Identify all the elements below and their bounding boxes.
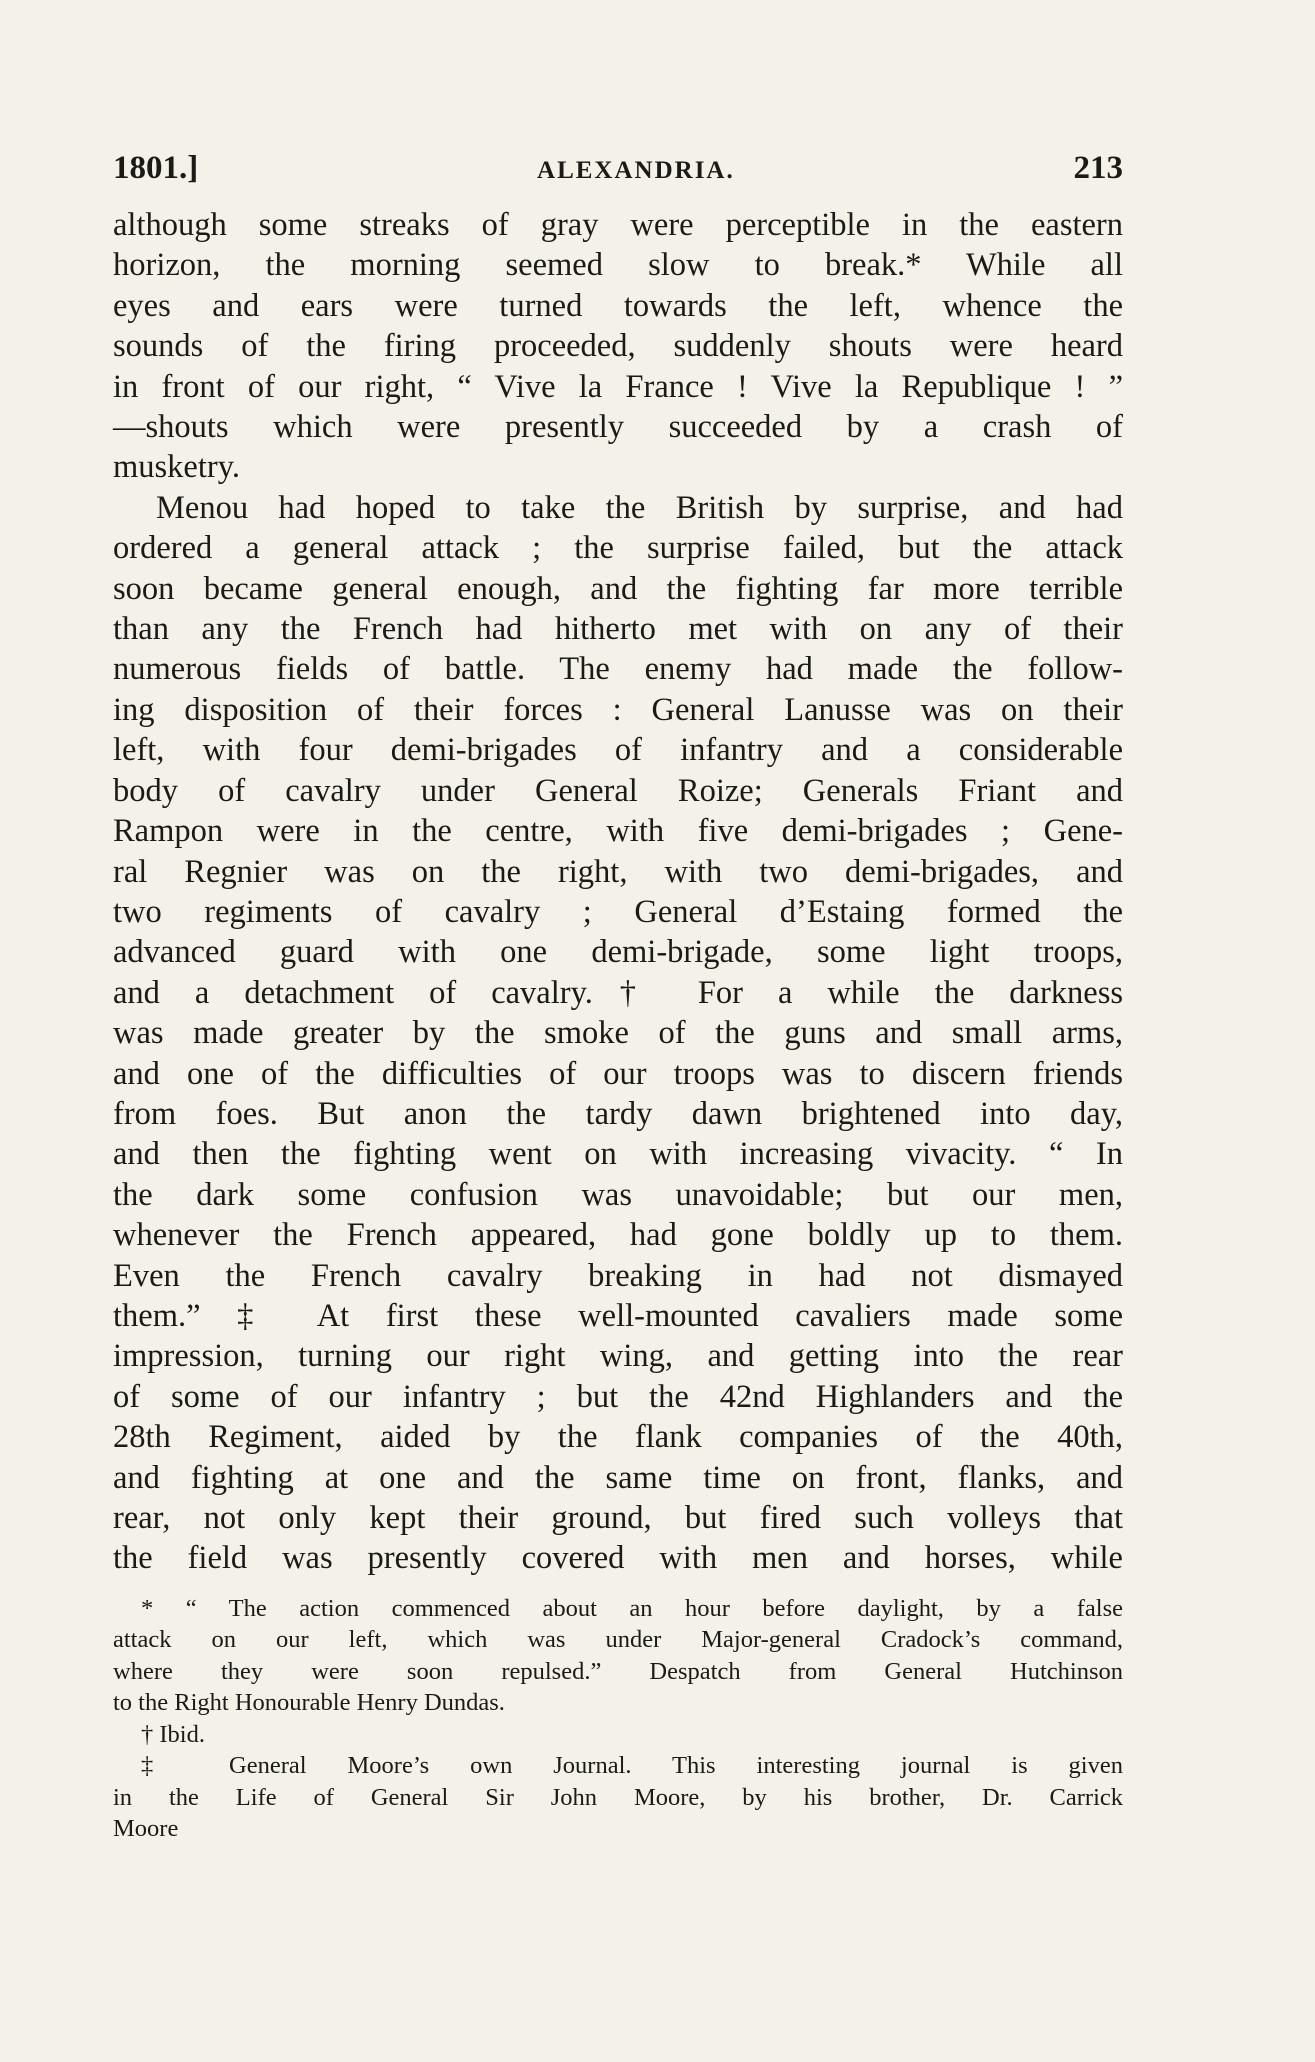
text-line: musketry.: [113, 449, 240, 486]
text-line: Even the French cavalry breaking in had not dismayed: [113, 1257, 1123, 1294]
text-line: rear, not only kept their ground, but fired such volleys that: [113, 1500, 1123, 1536]
text-line: —shouts which were presently succeeded by a crash of: [113, 409, 1123, 446]
text-line: advanced guard with one demi-brigade, some light troops,: [113, 934, 1123, 971]
text-line: and then the fighting went on with increasing vivacity. “ In: [113, 1136, 1123, 1173]
text-line: Rampon were in the centre, with five demi-brigades ; Gene-: [113, 813, 1123, 850]
footnote-line: ‡ General Moore’s own Journal. This interesting journal is given: [141, 1752, 1123, 1780]
main-text: [113, 205, 1123, 1579]
text-line: whenever the French appeared, had gone boldly up to them.: [113, 1217, 1123, 1254]
footnote-line: to the Right Honourable Henry Dundas.: [113, 1689, 505, 1717]
text-line: from foes. But anon the tardy dawn brightened into day,: [113, 1095, 1123, 1132]
text-line: and one of the difficulties of our troops was to discern friends: [113, 1055, 1123, 1092]
footnote-line: where they were soon repulsed.” Despatch from General Hutchinson: [113, 1657, 1123, 1685]
text-line: ing disposition of their forces : General Lanusse was on their: [113, 691, 1123, 728]
text-line: horizon, the morning seemed slow to break.* While all: [113, 247, 1123, 284]
footnote-line: Moore: [113, 1815, 179, 1843]
text-line: left, with four demi-brigades of infantry and a considerable: [113, 732, 1123, 769]
header-year: 1801.]: [113, 150, 199, 186]
text-line: although some streaks of gray were perceptible in the eastern: [113, 207, 1123, 243]
text-line: in front of our right, “ Vive la France ! Vive la Republique ! ”: [113, 368, 1123, 405]
footnote-line: attack on our left, which was under Major-general Cradock’s command,: [113, 1626, 1123, 1654]
text-line: of some of our infantry ; but the 42nd Highlanders and the: [113, 1378, 1123, 1415]
footnotes: [113, 1593, 1123, 1845]
page-number: 213: [1073, 150, 1123, 186]
running-header: [113, 150, 1123, 187]
text-line: two regiments of cavalry ; General d’Estaing formed the: [113, 893, 1123, 930]
text-line: them.” ‡ At first these well-mounted cavaliers made some: [113, 1297, 1123, 1334]
text-line: the dark some confusion was unavoidable; but our men,: [113, 1176, 1123, 1213]
text-line: and a detachment of cavalry.† For a while the darkness: [113, 974, 1123, 1011]
footnote-line: † Ibid.: [141, 1720, 205, 1748]
text-line: sounds of the firing proceeded, suddenly shouts were heard: [113, 328, 1123, 365]
text-line: was made greater by the smoke of the guns and small arms,: [113, 1015, 1123, 1052]
footnote-line: * “ The action commenced about an hour before daylight, by a false: [141, 1594, 1123, 1622]
text-line: the field was presently covered with men and horses, while: [113, 1540, 1123, 1577]
header-title: ALEXANDRIA.: [537, 157, 735, 184]
book-page: [113, 150, 1123, 1845]
text-line: soon became general enough, and the fighting far more terrible: [113, 570, 1123, 607]
text-line: Menou had hoped to take the British by surprise, and had: [156, 489, 1123, 526]
text-line: ral Regnier was on the right, with two demi-brigades, and: [113, 853, 1123, 890]
text-line: numerous fields of battle. The enemy had made the follow-: [113, 651, 1123, 688]
footnote-line: in the Life of General Sir John Moore, by his brother, Dr. Carrick: [113, 1783, 1123, 1811]
text-line: ordered a general attack ; the surprise failed, but the attack: [113, 530, 1123, 567]
text-line: eyes and ears were turned towards the left, whence the: [113, 287, 1123, 324]
text-line: body of cavalry under General Roize; Generals Friant and: [113, 772, 1123, 809]
text-line: and fighting at one and the same time on front, flanks, and: [113, 1459, 1123, 1496]
text-line: impression, turning our right wing, and getting into the rear: [113, 1338, 1123, 1375]
text-line: than any the French had hitherto met with on any of their: [113, 611, 1123, 648]
text-line: 28th Regiment, aided by the flank companies of the 40th,: [113, 1419, 1123, 1456]
